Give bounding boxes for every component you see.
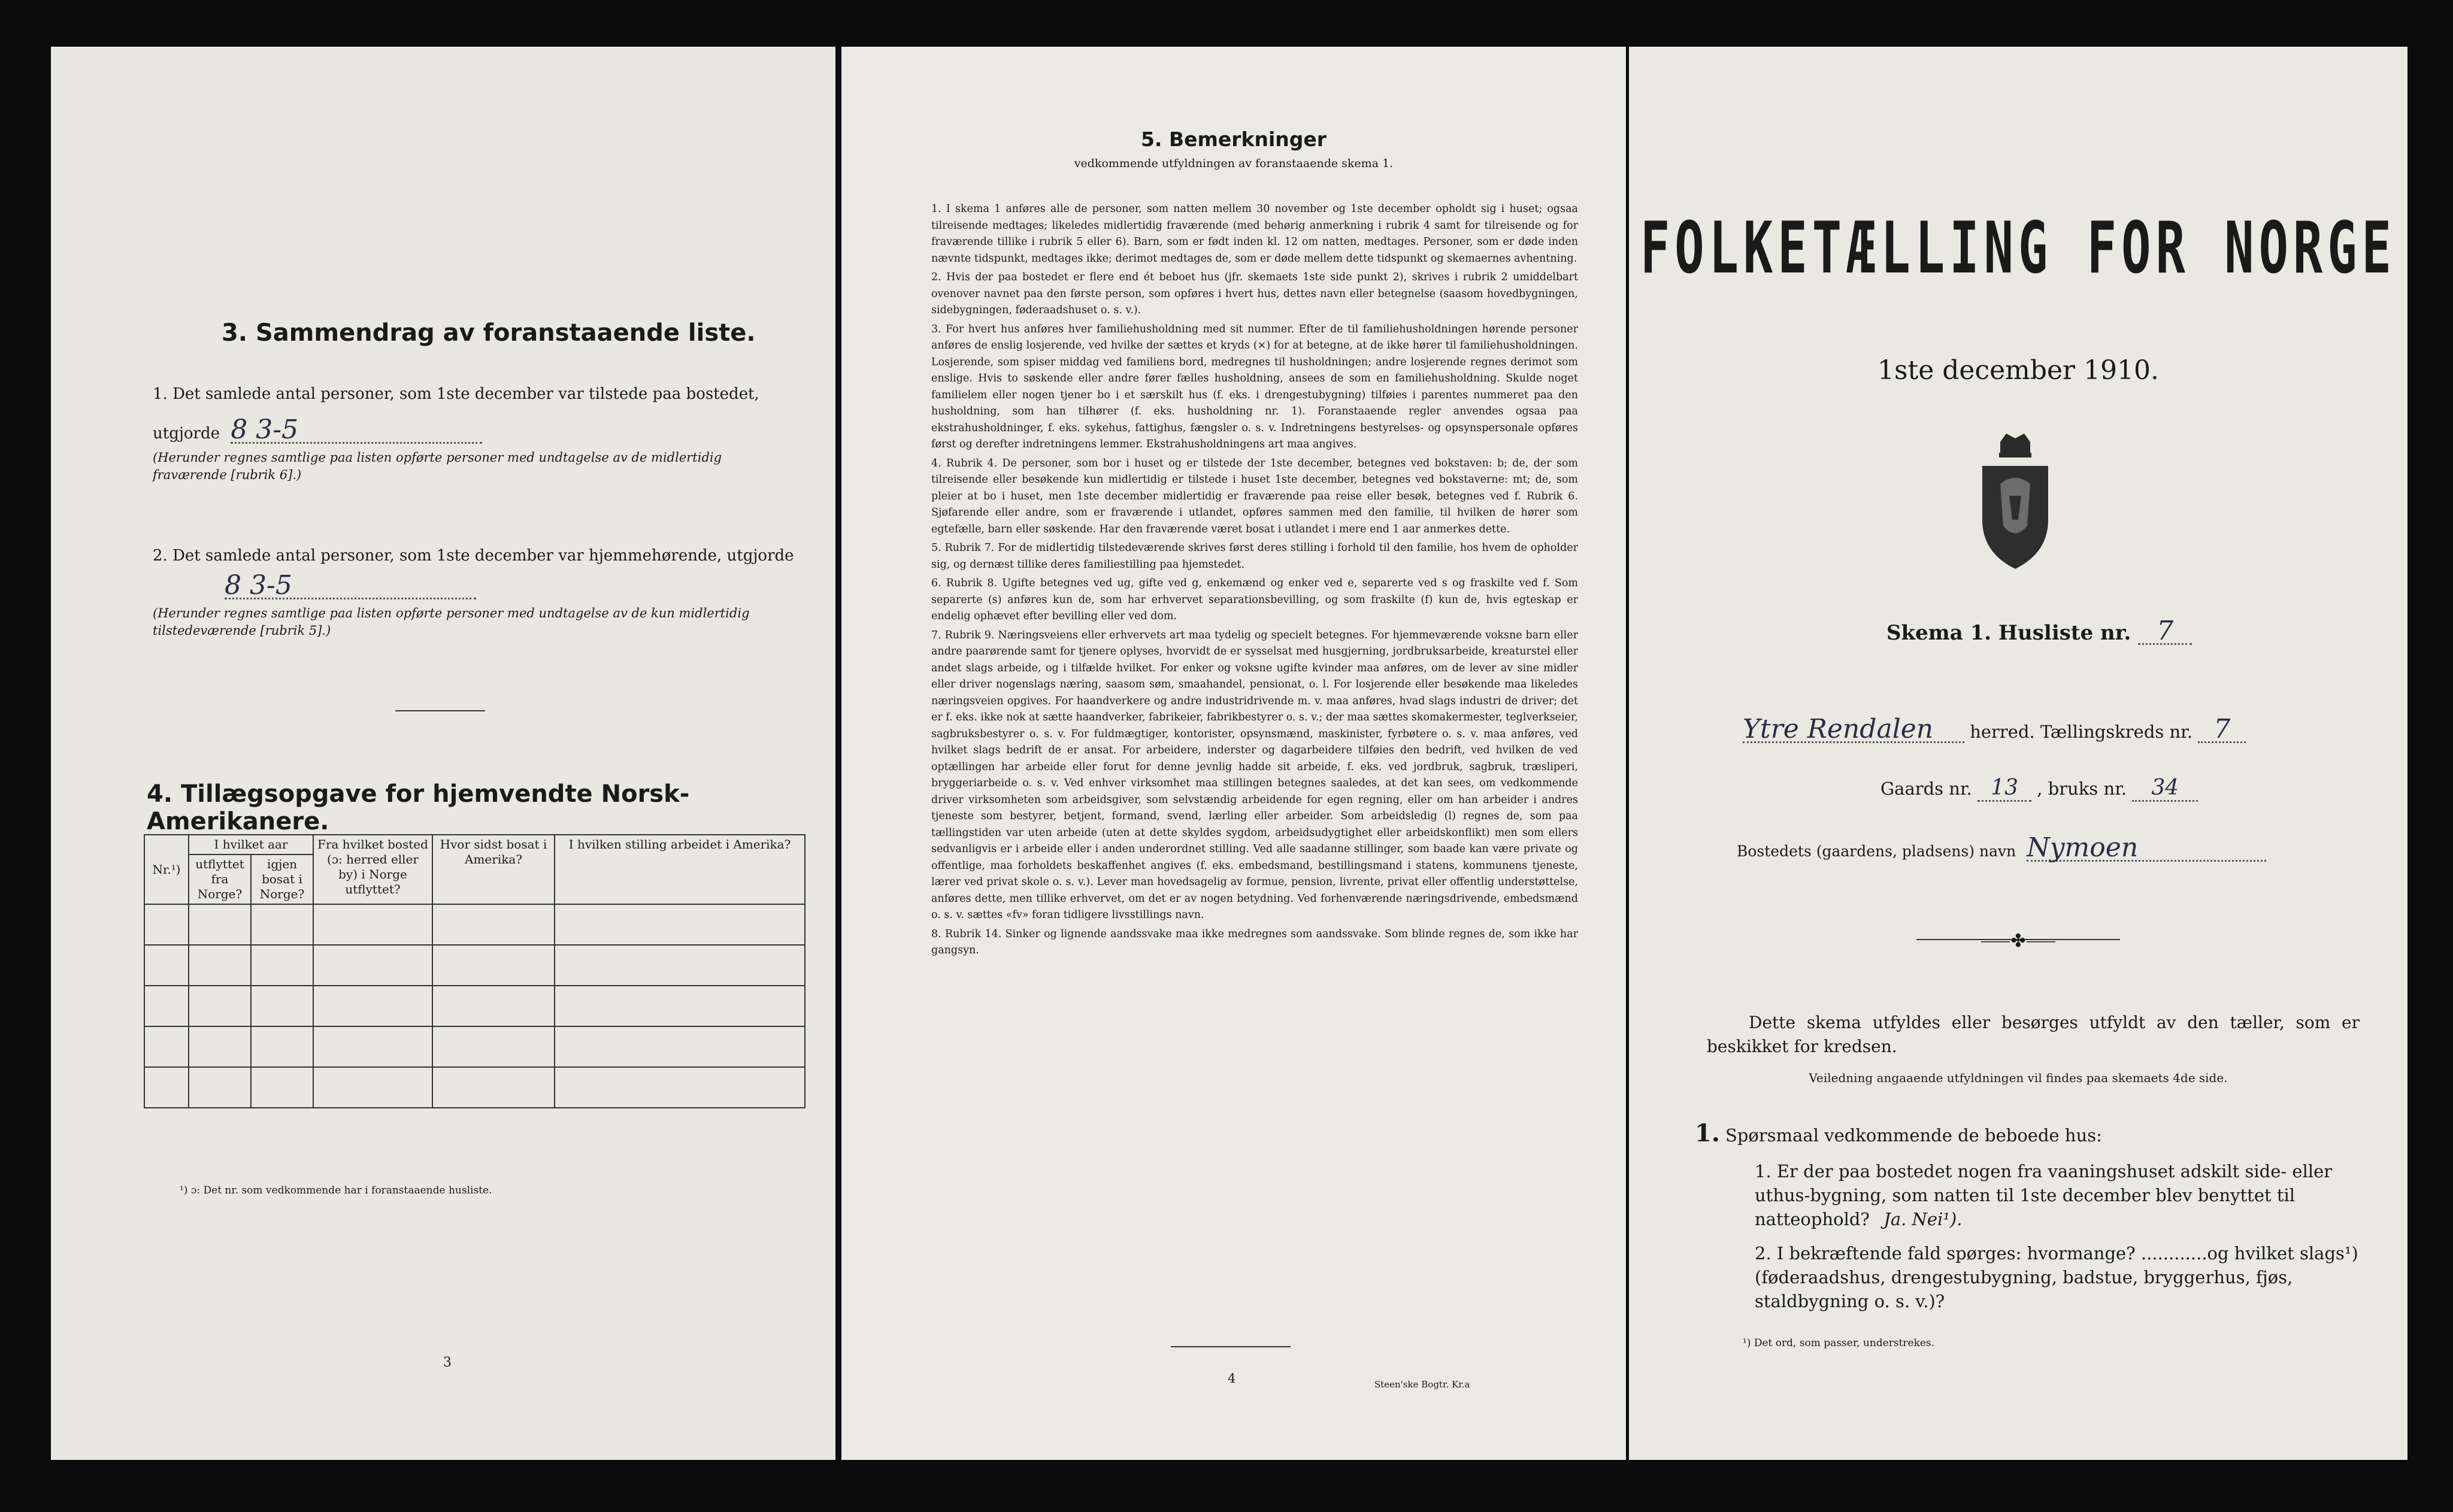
col-emigrated: utflyttet fra Norge? bbox=[189, 855, 251, 904]
note-7: 7. Rubrik 9. Næringsveiens eller erhvervets art maa tydelig og specielt betegnes. For hjemmeværende voksne barn eller andre paarørende samt for tjenere oplyses, hvorvidt de er sysselsat med husgjerning, jordbruksarbeide, kreaturstel eller andet slags arbeide, og i tilfælde hvilket. For enker og voksne ugifte kvinder maa anføres, om de lever av sine midler eller driver nogenslags næring, saasom søm, smaahandel, pensionat, o. l. For losjerende eller besøkende maa likeledes næringsveien opgives. For haandverkere og andre industridrivende m. v. maa anføres, hvad slags industri de driver; det er f. eks. ikke nok at sætte haandverker, fabrikeier, fabrikbestyrer o. s. v.; der maa sættes skomakermester, teglverkseier, sagbruksbestyrer o. s. v. For fuldmægtiger, kontorister, opsynsmænd, maskinister, fyrbøtere o. s. v. maa anføres, ved hvilket slags bedrift de er ansat. For arbeidere, inderster og dagarbeidere tilføies den bedrift, ved hvilken de ved optællingen har arbeide eller forut for denne jevnlig hadde sit arbeide, f. eks. ved jordbruk, sagbruk, træsliperi, bryggeriarbeide o. s. v. Ved enhver virksomhet maa stillingen betegnes saaledes, at det kan sees, om vedkommende driver virksomheten som arbeidsgiver, som selvstændig arbeidende for egen regning, eller om han arbeider i andres tjeneste som bestyrer, betjent, formand, svend, lærling eller arbeider. Som arbeidsledig (l) regnes de, som paa tællingstiden var uten arbeide (uten at dette skyldes sygdom, arbeidsudygtighet eller arbeidskonflikt) men som ellers sedvanligvis er i arbeide eller i anden underordnet stilling. Ved alle saadanne stillinger, som baade kan være private og offentlige, maa forholdets beskaffenhet angives (f. eks. embedsmand, bestillingsmand i statens, kommunens tjeneste, lærer ved privat skole o. s. v.). Lever man hovedsagelig av formue, pension, livrente, privat eller offentlig understøttelse, anføres dette, men tillike erhvervet, om det er av nogen betydning. Ved forhenværende næringsdrivende, embedsmænd o. s. v. sættes «fv» foran tidligere livsstillings navn. bbox=[931, 629, 1578, 921]
bruks-label: , bruks nr. bbox=[2037, 778, 2127, 799]
bosted-label: Bostedets (gaardens, pladsens) navn bbox=[1737, 843, 2016, 860]
coat-of-arms-icon bbox=[1964, 430, 2066, 574]
col-position: I hvilken stilling arbeidet i Amerika? bbox=[555, 835, 805, 904]
note-1: 1. I skema 1 anføres alle de personer, som natten mellem 30 november og 1ste december opholdt sig i huset; ogsaa tilreisende medtages; likeledes midlertidig fraværende (med behørig anmerkning i rubrik 4 samt for tilreisende og for fraværende tillike i rubrik 5 eller 6). Barn, som er født inden kl. 12 om natten, medtages. Personer, som er døde inden nævnte tidspunkt, medtages ikke; derimot medtages de, som er døde mellem dette tidspunkt og skemaernes avhentning. bbox=[931, 203, 1578, 265]
note-4: 4. Rubrik 4. De personer, som bor i huset og er tilstede der 1ste december, betegnes ved bokstaven: b; de, der som tilreisende eller besøkende kun midlertidig er tilstede i huset 1ste december, betegnes ved bokstaverne: mt; de, som pleier at bo i huset, men 1ste december midlertidig er fraværende paa reise eller besøk, betegnes ved f. Rubrik 6. Sjøfarende eller andre, som er fraværende i utlandet, opføres sammen med den familie, til hvilken de hører som egtefælle, barn eller søskende. Har den fraværende været bosat i utlandet i mere end 1 aar anmerkes dette. bbox=[931, 457, 1578, 535]
section3-item1 bbox=[153, 382, 800, 484]
table-row bbox=[144, 986, 805, 1026]
form-title: FOLKETÆLLING FOR NORGE bbox=[1640, 207, 2397, 290]
guidance-text: Veiledning angaaende utfyldningen vil findes paa skemaets 4de side. bbox=[1809, 1071, 2228, 1085]
page3-footnote: ¹) Det ord, som passer, understrekes. bbox=[1743, 1337, 1935, 1349]
table-row bbox=[144, 1067, 805, 1108]
item2-note: (Herunder regnes samtlige paa listen opførte personer med undtagelse av de kun midlertidig tilstedeværende [rubrik 5].) bbox=[153, 606, 750, 638]
instruction-text: Dette skema utfyldes eller besørges utfyldt av den tæller, som er beskikket for kredsen. bbox=[1707, 1013, 2360, 1056]
col-returned: igjen bosat i Norge? bbox=[251, 855, 313, 904]
table-row bbox=[144, 1026, 805, 1067]
questions-title: Spørsmaal vedkommende de beboede hus: bbox=[1725, 1125, 2102, 1146]
col-from-where: Fra hvilket bosted (ɔ: herred eller by) i Norge utflyttet? bbox=[313, 835, 432, 904]
page-number-3: 3 bbox=[443, 1355, 452, 1370]
kreds-nr: 7 bbox=[2198, 717, 2246, 743]
section3-title: 3. Sammendrag av foranstaaende liste. bbox=[222, 319, 756, 347]
schema-label bbox=[1886, 616, 2192, 646]
bosted-line bbox=[1737, 832, 2266, 863]
remarks-list bbox=[931, 201, 1578, 962]
gaards-nr: 13 bbox=[1977, 776, 2031, 802]
gaards-line bbox=[1880, 776, 2198, 802]
bruks-nr: 34 bbox=[2132, 776, 2198, 802]
title-wrapper bbox=[1629, 207, 2407, 290]
section3-item2 bbox=[153, 544, 800, 640]
divider bbox=[1171, 1346, 1291, 1347]
census-date: 1ste december 1910. bbox=[1877, 355, 2160, 386]
questions-header bbox=[1695, 1119, 2102, 1147]
section4-footnote: ¹) ɔ: Det nr. som vedkommende har i foranstaaende husliste. bbox=[180, 1184, 492, 1196]
item1-value: 8 3-5 bbox=[231, 418, 482, 444]
bosted-value: Nymoen bbox=[2027, 836, 2266, 862]
note-2: 2. Hvis der paa bostedet er flere end ét beboet hus (jfr. skemaets 1ste side punkt 2), skrives i rubrik 2 umiddelbart ovenover navnet paa den første person, som opføres i hvert hus, dettes navn eller betegnelse (saasom hovedbygningen, sidebygningen, føderaadshuset o. s. v.). bbox=[931, 271, 1578, 316]
question-1 bbox=[1755, 1159, 2378, 1231]
page-left bbox=[51, 47, 835, 1460]
question-1-answer: Ja. Nei¹). bbox=[1883, 1209, 1963, 1229]
herred-line bbox=[1743, 714, 2246, 744]
col-where-last: Hvor sidst bosat i Amerika? bbox=[432, 835, 555, 904]
note-5: 5. Rubrik 7. For de midlertidig tilstedeværende skrives først deres stilling i forhold til den familie, hos hvem de opholder sig, og dernæst tillike deres familiestilling paa hjemstedet. bbox=[931, 542, 1578, 571]
item2-text: 2. Det samlede antal personer, som 1ste december var hjemmehørende, utgjorde bbox=[153, 547, 794, 565]
col-nr: Nr.¹) bbox=[144, 835, 189, 904]
col-year-group: I hvilket aar bbox=[189, 835, 313, 855]
herred-value: Ytre Rendalen bbox=[1743, 717, 1964, 743]
herred-label: herred. Tællingskreds nr. bbox=[1970, 722, 2193, 742]
remarks-title: 5. Bemerkninger bbox=[1140, 128, 1327, 151]
printer-mark: Steen'ske Bogtr. Kr.a bbox=[1374, 1379, 1470, 1390]
question-2: 2. I bekræftende fald spørges: hvormange? ............og hvilket slags¹) (føderaadshus, drengestubygning, badstue, bryggerhus, fjøs, staldbygning o. s. v.)? bbox=[1755, 1243, 2358, 1311]
question-1-text: 1. Er der paa bostedet nogen fra vaaningshuset adskilt side- eller uthus-bygning, som natten til 1ste december blev benyttet til natteophold? bbox=[1755, 1161, 2333, 1229]
gaards-label: Gaards nr. bbox=[1880, 778, 1972, 799]
schema-text: Skema 1. Husliste nr. bbox=[1886, 621, 2131, 645]
item1-lead: utgjorde bbox=[153, 425, 220, 443]
remarks-subtitle: vedkommende utfyldningen av foranstaaende skema 1. bbox=[1074, 157, 1394, 170]
page-right bbox=[1629, 47, 2407, 1460]
page-middle bbox=[841, 47, 1626, 1460]
item2-value: 8 3-5 bbox=[225, 574, 476, 599]
note-6: 6. Rubrik 8. Ugifte betegnes ved ug, gifte ved g, enkemænd og enker ved e, separerte ved s og fraskilte ved f. Som separerte (s) anføres kun de, som har erhvervet separationsbevilling, og som fraskilte (f) kun de, hvis egteskap er endelig ophævet efter bevilling eller ved dom. bbox=[931, 577, 1578, 622]
divider bbox=[395, 710, 485, 711]
husliste-nr: 7 bbox=[2138, 619, 2192, 645]
ornament-icon: ⸺✤⸺ bbox=[1980, 931, 2057, 952]
page-number-4: 4 bbox=[1228, 1371, 1236, 1386]
note-3: 3. For hvert hus anføres hver familiehusholdning med sit nummer. Efter de til familiehusholdningen hørende personer anføres de enslig losjerende, ved hvilke der sættes et kryds (×) for at betegne, at de ikke hører til familiehusholdningen. Losjerende, som spiser middag ved familiens bord, medregnes til husholdningen; andre losjerende regnes derimot som enslige. Hvis to søskende eller andre fører fælles husholdning, ansees de som en familiehusholdning. Skulde noget familielem eller nogen tjener bo i et særskilt hus (f. eks. i drengestubygning) tilføies i parentes nummeret paa den husholdning, som han tilhører (f. eks. husholdning nr. 1). Foranstaaende regler anvendes ogsaa paa ekstrahusholdninger, f. eks. sykehus, fattighus, fængsler o. s. v. Indretningens bestyrelses- og opsynspersonale opføres først og derefter indretningens lemmer. Ekstrahusholdningens art maa angives. bbox=[931, 323, 1578, 450]
item1-text: 1. Det samlede antal personer, som 1ste december var tilstede paa bostedet, bbox=[153, 385, 759, 403]
section4-title: 4. Tillægsopgave for hjemvendte Norsk-Amerikanere. bbox=[147, 780, 690, 835]
note-8: 8. Rubrik 14. Sinker og lignende aandssvake maa ikke medregnes som aandssvake. Som blinde regnes de, som ikke har gangsyn. bbox=[931, 928, 1578, 956]
norsk-amerikanere-table bbox=[144, 834, 805, 1108]
table-row bbox=[144, 904, 805, 945]
table-row bbox=[144, 945, 805, 986]
item1-note: (Herunder regnes samtlige paa listen opførte personer med undtagelse av de midlertidig fraværende [rubrik 6].) bbox=[153, 450, 722, 482]
questions-number: 1. bbox=[1695, 1119, 1720, 1147]
